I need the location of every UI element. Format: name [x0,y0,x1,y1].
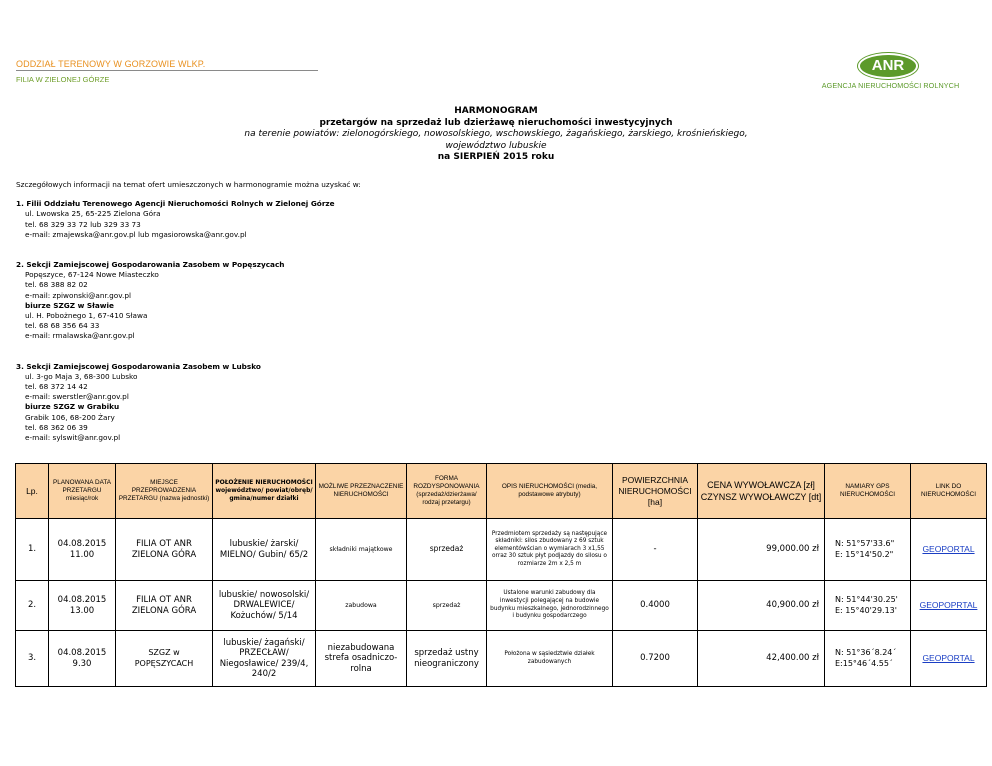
table-row [16,581,987,631]
section-3-email-2: e-mail: sylswit@anr.gov.pl [25,433,121,443]
row-lp: 1. [16,519,49,581]
row-price: 99,000.00 zł [698,519,825,581]
row-date [49,519,116,581]
section-2-phone: tel. 68 388 82 02 [25,280,88,290]
row-area: 0.7200 [613,631,698,687]
section-2-address: Popęszyce, 67-124 Nowe Miasteczko [25,270,159,280]
row-description: Położona w sąsiedztwie działek zabudowanych [487,631,613,687]
col-price: CENA WYWOŁAWCZA [zł] CZYNSZ WYWOŁAWCZY [dt] [698,464,825,519]
contact-section-2 [16,260,516,342]
row-date-day: 04.08.2015 [57,595,107,605]
row-location: lubuskie/ żagański/ PRZECŁAW/ Niegosławice/ 239/4, 240/2 [213,631,316,687]
row-place: FILIA OT ANR ZIELONA GÓRA [116,581,213,631]
row-date-day: 04.08.2015 [57,539,107,549]
row-date [49,631,116,687]
col-purpose: MOŻLIWE PRZEZNACZENIE NIERUCHOMOŚCI [316,464,407,519]
col-form: FORMA ROZDYSPONOWANIA (sprzedaż/dzierżawa/ rodzaj przetargu) [407,464,487,519]
row-lp: 2. [16,581,49,631]
geoportal-link[interactable]: GEOPORTAL [911,631,987,687]
row-gps-e: E: 15°14'50.2" [835,549,894,559]
row-form: sprzedaż [407,519,487,581]
row-location: lubuskie/ żarski/ MIELNO/ Gubin/ 65/2 [213,519,316,581]
contact-info [16,180,516,443]
row-lp: 3. [16,631,49,687]
section-2-phone-2: tel. 68 68 356 64 33 [25,321,100,331]
row-date-time: 9.30 [72,658,92,669]
section-1-title: 1. Filii Oddziału Terenowego Agencji Nieruchomości Rolnych w Zielonej Górze [16,199,335,209]
section-3-address-2: Grabik 106, 68-200 Żary [25,412,115,422]
row-price: 42,400.00 zł [698,631,825,687]
section-3-email: e-mail: swerstler@anr.gov.pl [25,392,129,402]
table-header-row [16,464,987,519]
document-title [0,106,992,164]
anr-logo [808,55,973,91]
row-date-time: 11.00 [69,549,95,560]
row-description: Przedmiotem sprzedaży są następujące składniki: silos zbudowany z 69 sztuk elementówścian o wymiarach 3 x1,55 orraz 30 sztuk płyt podjazdy do silosu o rozmiarze 2m x 2,5 m [487,519,613,581]
col-location-sub: województwo/ powiat/obręb/ gmina/numer działki [215,487,313,502]
header-divider [16,70,318,71]
row-date-day: 04.08.2015 [57,648,107,658]
row-gps [825,519,911,581]
row-purpose: zabudowa [316,581,407,631]
row-date-time: 13.00 [69,605,95,616]
contact-section-1 [16,199,516,240]
row-description: Ustalone warunki zabudowy dla inwestycji polegającej na budowie budynku mieszkalnego, jednorodzinnego i budynku gospodarczego [487,581,613,631]
section-2-email: e-mail: zpiwonski@anr.gov.pl [25,290,132,300]
title-line-5: na SIERPIEŃ 2015 roku [437,152,555,162]
row-purpose: składniki majątkowe [316,519,407,581]
section-1-address: ul. Lwowska 25, 65-225 Zielona Góra [25,209,161,219]
row-form: sprzedaż ustny nieograniczony [407,631,487,687]
office-header [16,59,318,84]
row-purpose: niezabudowana strefa osadniczo-rolna [316,631,407,687]
col-link: LINK DO NIERUCHOMOŚCI [911,464,987,519]
col-lp: Lp. [16,464,49,519]
col-area: POWIERZCHNIA NIERUCHOMOŚCI [ha] [613,464,698,519]
title-line-1: HARMONOGRAM [454,106,538,116]
section-3-subtitle: biurze SZGZ w Grabiku [25,402,120,412]
section-2-title: 2. Sekcji Zamiejscowej Gospodarowania Zasobem w Popęszycach [16,260,285,270]
row-gps-e: E: 15°40'29.13' [835,605,897,615]
geoportal-link[interactable]: GEOPOPRTAL [911,581,987,631]
col-place: MIEJSCE PRZEPROWADZENIA PRZETARGU (nazwa jednostki) [116,464,213,519]
contact-section-3 [16,362,516,444]
section-1-phone: tel. 68 329 33 72 lub 329 33 73 [25,219,141,229]
row-location: lubuskie/ nowosolski/ DRWALEWICE/ Kożuchów/ 5/14 [213,581,316,631]
title-line-3: na terenie powiatów: zielonogórskiego, nowosolskiego, wschowskiego, żagańskiego, żarskiego, krośnieńskiego, [244,129,748,139]
section-3-address: ul. 3-go Maja 3, 68-300 Lubsko [25,371,138,381]
row-gps-n: N: 51°36΄8.24΄ [835,648,897,657]
row-area: - [613,519,698,581]
title-line-4: województwo lubuskie [445,140,547,151]
col-date: PLANOWANA DATA PRZETARGU miesiąc/rok [49,464,116,519]
row-gps-n: N: 51°44'30.25' [835,595,898,604]
logo-mark: ANR [860,55,916,77]
branch-name: FILIA W ZIELONEJ GÓRZE [16,75,110,84]
section-1-email: e-mail: zmajewska@anr.gov.pl lub mgasiorowska@anr.gov.pl [25,229,247,239]
section-2-address-2: ul. H. Pobożnego 1, 67-410 Sława [25,311,148,321]
row-date [49,581,116,631]
col-location [213,464,316,519]
section-2-subtitle: biurze SZGZ w Sławie [25,300,114,310]
row-place: SZGZ w POPĘSZYCACH [116,631,213,687]
table-row [16,519,987,581]
section-3-phone-2: tel. 68 362 06 39 [25,422,88,432]
geoportal-link[interactable]: GEOPORTAL [911,519,987,581]
section-3-phone: tel. 68 372 14 42 [25,382,88,392]
row-price: 40,900.00 zł [698,581,825,631]
info-intro: Szczegółowych informacji na temat ofert umieszczonych w harmonogramie można uzyskać w: [16,180,361,189]
auction-schedule-table [15,463,987,687]
row-gps [825,581,911,631]
col-location-title: POŁOŻENIE NIERUCHOMOŚCI [215,479,313,486]
section-3-title: 3. Sekcji Zamiejscowej Gospodarowania Zasobem w Lubsko [16,361,261,371]
row-gps-n: N: 51°57'33.6" [835,539,895,548]
title-line-2: przetargów na sprzedaż lub dzierżawę nieruchomości inwestycyjnych [319,117,673,128]
row-area: 0.4000 [613,581,698,631]
col-description: OPIS NIERUCHOMOŚCI (media, podstawowe atrybuty) [487,464,613,519]
section-2-email-2: e-mail: rmalawska@anr.gov.pl [25,331,135,341]
row-gps-e: E:15°46΄4.55΄ [835,658,893,668]
logo-caption: AGENCJA NIERUCHOMOŚCI ROLNYCH [821,81,960,90]
table-row [16,631,987,687]
col-gps: NAMIARY GPS NIERUCHOMOŚCI [825,464,911,519]
row-form: sprzedaż [407,581,487,631]
row-gps [825,631,911,687]
department-name: ODDZIAŁ TERENOWY W GORZOWIE WLKP. [16,59,206,69]
row-place: FILIA OT ANR ZIELONA GÓRA [116,519,213,581]
